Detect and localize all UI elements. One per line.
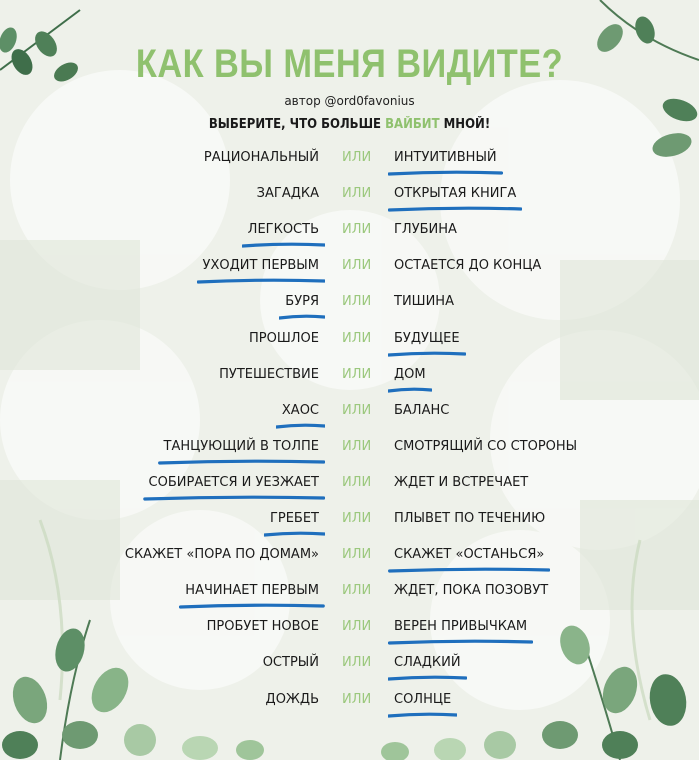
choice-row (0, 507, 699, 543)
choice-row (0, 290, 699, 326)
option-right-label: СКАЖЕТ «ОСТАНЬСЯ» (394, 547, 545, 563)
option-right[interactable] (394, 615, 527, 639)
choice-row (0, 182, 699, 218)
selection-underline (388, 711, 457, 719)
option-left[interactable] (203, 254, 319, 278)
choice-row (0, 615, 699, 651)
separator-or: ИЛИ (342, 294, 372, 310)
option-right-label: ВЕРЕН ПРИВЫЧКАМ (394, 619, 528, 635)
separator-or: ИЛИ (342, 511, 372, 526)
option-right[interactable] (394, 688, 451, 712)
choice-row (0, 254, 699, 290)
option-left[interactable] (185, 579, 319, 603)
selection-underline (279, 313, 325, 321)
separator-or: ИЛИ (342, 366, 372, 382)
option-left-label: ПУТЕШЕСТВИЕ (219, 366, 319, 382)
separator-or: ИЛИ (342, 583, 372, 599)
separator-or: ИЛИ (342, 150, 372, 165)
separator-or: ИЛИ (342, 547, 372, 563)
instruction-pre: ВЫБЕРИТЕ, ЧТО БОЛЬШЕ (208, 117, 386, 132)
option-right[interactable] (394, 543, 544, 567)
option-left-label: ЗАГАДКА (256, 186, 319, 202)
option-left[interactable] (270, 507, 319, 531)
author-credit: автор @ord0favonius (284, 94, 415, 108)
option-left[interactable] (249, 327, 319, 351)
option-left[interactable] (282, 399, 319, 423)
option-left-label: ДОЖДЬ (265, 691, 319, 707)
option-left[interactable] (204, 146, 319, 170)
choice-row (0, 146, 699, 182)
option-left[interactable] (266, 688, 319, 712)
selection-underline (197, 277, 325, 285)
instruction-post: МНОЙ! (439, 117, 491, 132)
choice-row (0, 688, 699, 724)
choice-row (0, 471, 699, 507)
option-right[interactable] (394, 651, 461, 675)
option-right-label: ЖДЕТ, ПОКА ПОЗОВУТ (394, 583, 549, 599)
option-right[interactable] (394, 435, 577, 459)
option-right-label: БАЛАНС (394, 402, 450, 418)
separator-or: ИЛИ (342, 691, 372, 707)
option-left[interactable] (285, 290, 319, 314)
option-left-label: ПРОШЛОЕ (249, 330, 319, 346)
separator-or: ИЛИ (342, 330, 372, 346)
option-right[interactable] (394, 471, 528, 495)
option-left[interactable] (263, 651, 319, 675)
option-right[interactable] (394, 146, 497, 170)
option-left[interactable] (257, 182, 319, 206)
option-right-label: ОТКРЫТАЯ КНИГА (394, 186, 517, 202)
option-right[interactable] (394, 507, 545, 531)
separator-or: ИЛИ (342, 222, 372, 238)
option-right-label: ДОМ (394, 366, 426, 382)
option-right[interactable] (394, 182, 516, 206)
option-right[interactable] (394, 218, 457, 242)
selection-underline (242, 241, 325, 249)
option-left-label: ЛЕГКОСТЬ (247, 222, 319, 238)
choice-row (0, 543, 699, 579)
option-left-label: СОБИРАЕТСЯ И УЕЗЖАЕТ (148, 474, 319, 490)
choice-row (0, 399, 699, 435)
option-right[interactable] (394, 254, 541, 278)
option-left-label: ХАОС (281, 402, 319, 418)
option-left-label: ПРОБУЕТ НОВОЕ (206, 619, 319, 635)
option-left-label: ТАНЦУЮЩИЙ В ТОЛПЕ (163, 438, 319, 454)
separator-or: ИЛИ (342, 655, 372, 671)
option-left[interactable] (248, 218, 319, 242)
selection-underline (388, 674, 467, 682)
option-left-label: РАЦИОНАЛЬНЫЙ (203, 150, 319, 165)
selection-underline (388, 386, 432, 394)
selection-underline (179, 602, 325, 610)
choice-row (0, 363, 699, 399)
choice-row (0, 218, 699, 254)
choice-row (0, 435, 699, 471)
option-left[interactable] (125, 543, 319, 567)
option-left-label: БУРЯ (285, 294, 319, 310)
selection-underline (388, 566, 550, 574)
separator-or: ИЛИ (342, 438, 372, 454)
option-right[interactable] (394, 579, 548, 603)
option-right-label: ИНТУИТИВНЫЙ (394, 150, 497, 165)
option-right-label: СМОТРЯЩИЙ СО СТОРОНЫ (394, 438, 578, 454)
option-right-label: СЛАДКИЙ (394, 655, 461, 671)
selection-underline (388, 205, 522, 213)
choice-row (0, 579, 699, 615)
option-right[interactable] (394, 399, 449, 423)
option-left-label: ГРЕБЕТ (269, 511, 319, 526)
separator-or: ИЛИ (342, 474, 372, 490)
separator-or: ИЛИ (342, 258, 372, 274)
selection-underline (388, 350, 466, 358)
option-right-label: БУДУЩЕЕ (394, 330, 460, 346)
option-left[interactable] (149, 471, 319, 495)
option-left-label: НАЧИНАЕТ ПЕРВЫМ (185, 583, 319, 599)
option-left[interactable] (219, 363, 319, 387)
option-right-label: ОСТАЕТСЯ ДО КОНЦА (394, 258, 542, 274)
separator-or: ИЛИ (342, 186, 372, 202)
option-left-label: УХОДИТ ПЕРВЫМ (202, 258, 319, 274)
separator-or: ИЛИ (342, 619, 372, 635)
selection-underline (388, 169, 503, 177)
selection-underline (158, 458, 325, 466)
choice-row (0, 327, 699, 363)
instruction-highlight: ВАЙБИТ (385, 117, 440, 132)
option-left[interactable] (164, 435, 319, 459)
choice-row (0, 651, 699, 687)
option-left[interactable] (207, 615, 319, 639)
option-right[interactable] (394, 363, 426, 387)
page-title: КАК ВЫ МЕНЯ ВИДИТЕ? (135, 42, 564, 86)
option-right[interactable] (394, 290, 454, 314)
selection-underline (143, 494, 325, 502)
option-right-label: ГЛУБИНА (394, 222, 457, 238)
separator-or: ИЛИ (342, 402, 372, 418)
option-right[interactable] (394, 327, 460, 351)
selection-underline (388, 638, 533, 646)
option-right-label: ТИШИНА (394, 294, 454, 310)
option-right-label: ПЛЫВЕТ ПО ТЕЧЕНИЮ (394, 511, 546, 526)
option-left-label: ОСТРЫЙ (262, 655, 319, 671)
selection-underline (264, 530, 325, 538)
selection-underline (276, 422, 325, 430)
option-right-label: ЖДЕТ И ВСТРЕЧАЕТ (394, 474, 529, 490)
option-left-label: СКАЖЕТ «ПОРА ПО ДОМАМ» (124, 547, 319, 563)
instruction-text (35, 117, 664, 132)
option-right-label: СОЛНЦЕ (394, 691, 452, 707)
